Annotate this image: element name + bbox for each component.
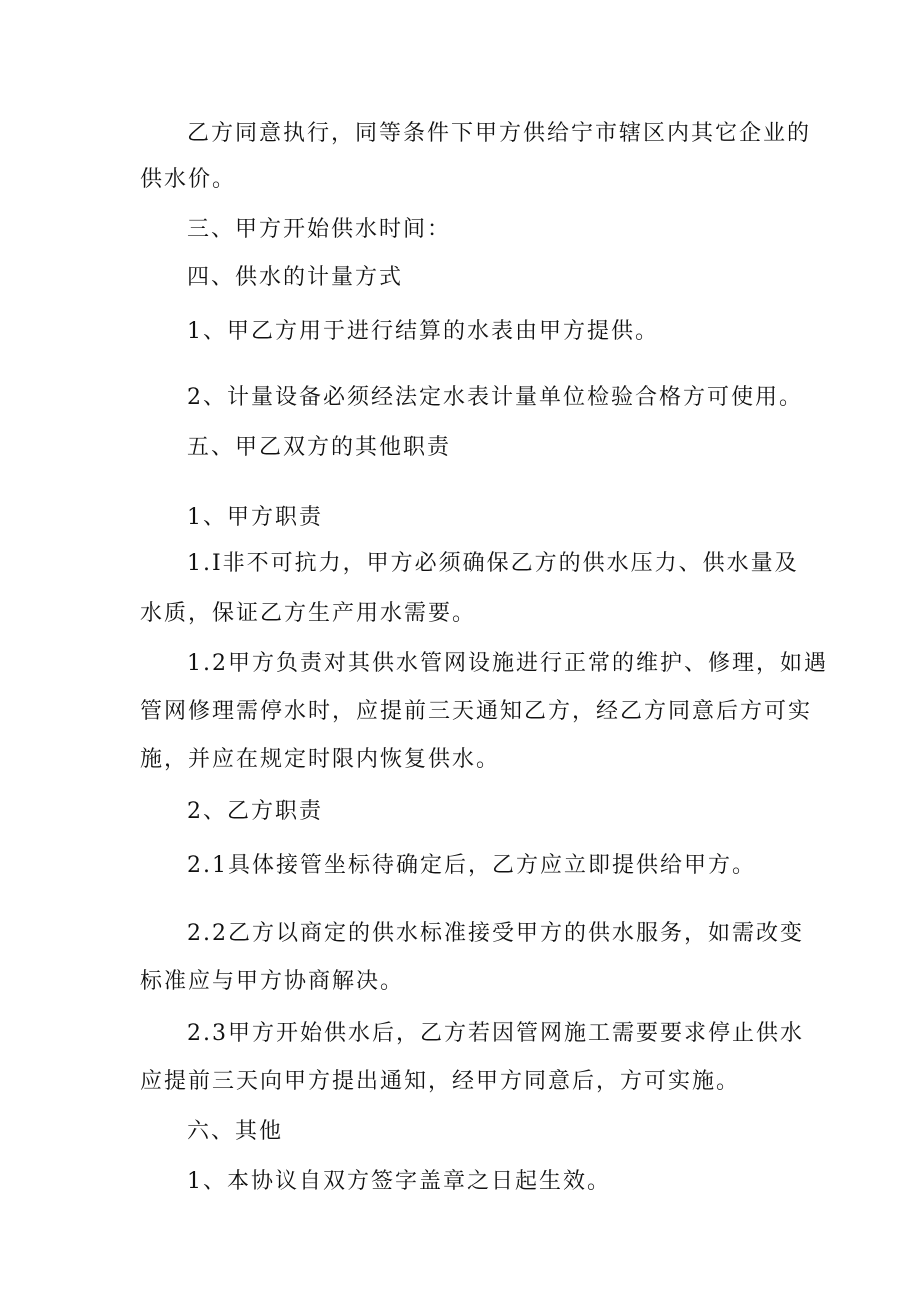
paragraph-line: 2.2乙方以商定的供水标准接受甲方的供水服务，如需改变 xyxy=(187,921,804,946)
section-heading: 四、供水的计量方式 xyxy=(187,265,404,290)
section-heading: 五、甲乙双方的其他职责 xyxy=(187,435,452,460)
paragraph-line: 乙方同意执行，同等条件下甲方供给宁市辖区内其它企业的 xyxy=(187,121,812,146)
subsection-heading: 1、甲方职责 xyxy=(187,505,323,530)
paragraph-line: 1、甲乙方用于进行结算的水表由甲方提供。 xyxy=(187,319,659,344)
paragraph-line: 标准应与甲方协商解决。 xyxy=(140,969,405,994)
paragraph-line: 供水价。 xyxy=(140,167,237,192)
paragraph-line: 应提前三天向甲方提出通知，经甲方同意后，方可实施。 xyxy=(140,1069,741,1094)
paragraph-line: 施，并应在规定时限内恢复供水。 xyxy=(140,747,501,772)
paragraph-line: 1.I非不可抗力，甲方必须确保乙方的供水压力、供水量及 xyxy=(187,551,799,576)
paragraph-line: 1、本协议自双方签字盖章之日起生效。 xyxy=(187,1169,611,1194)
paragraph-line: 2.1具体接管坐标待确定后，乙方应立即提供给甲方。 xyxy=(187,853,756,878)
subsection-heading: 2、乙方职责 xyxy=(187,799,323,824)
paragraph-line: 管网修理需停水时，应提前三天通知乙方，经乙方同意后方可实 xyxy=(140,699,813,724)
paragraph-line: 1.2甲方负责对其供水管网设施进行正常的维护、修理，如遇 xyxy=(187,651,828,676)
paragraph-line: 水质，保证乙方生产用水需要。 xyxy=(140,601,477,626)
section-heading: 三、甲方开始供水时间： xyxy=(187,217,452,242)
paragraph-line: 2.3甲方开始供水后，乙方若因管网施工需要要求停止供水 xyxy=(187,1021,804,1046)
section-heading: 六、其他 xyxy=(187,1119,284,1144)
paragraph-line: 2、计量设备必须经法定水表计量单位检验合格方可使用。 xyxy=(187,385,803,410)
